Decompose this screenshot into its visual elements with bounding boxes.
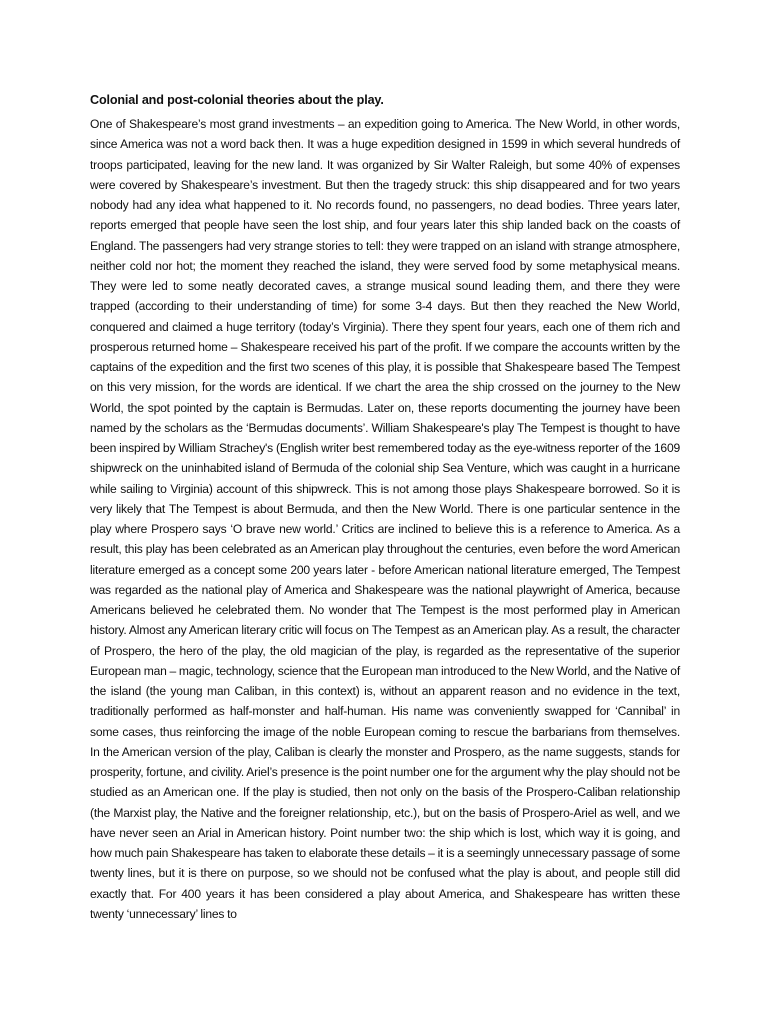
document-content	[90, 90, 680, 924]
document-body-paragraph: One of Shakespeare’s most grand investments – an expedition going to America. The New World, in other words, since America was not a word back then. It was a huge expedition designed in 1599 in which several hundreds of troops participated, leaving for the new land. It was organized by Sir Walter Raleigh, but some 40% of expenses were covered by Shakespeare’s investment. But then the tragedy struck: this ship disappeared and for two years nobody had any idea what happened to it. No records found, no passengers, no dead bodies. Three years later, reports emerged that people have seen the lost ship, and four years later this ship landed back on the coasts of England. The passengers had very strange stories to tell: they were trapped on an island with strange atmosphere, neither cold nor hot; the moment they reached the island, they were served food by some metaphysical means. They were led to some neatly decorated caves, a strange musical sound leading them, and there they were trapped (according to their understanding of time) for some 3-4 days. But then they reached the New World, conquered and claimed a huge territory (today’s Virginia). There they spent four years, each one of them rich and prosperous returned home – Shakespeare received his part of the profit. If we compare the accounts written by the captains of the expedition and the first two scenes of this play, it is possible that Shakespeare based The Tempest on this very mission, for the words are identical. If we chart the area the ship crossed on the journey to the New World, the spot pointed by the captain is Bermudas. Later on, these reports documenting the journey have been named by the scholars as the ‘Bermudas documents’. William Shakespeare's play The Tempest is thought to have been inspired by William Strachey's (English writer best remembered today as the eye-witness reporter of the 1609 shipwreck on the uninhabited island of Bermuda of the colonial ship Sea Venture, which was caught in a hurricane while sailing to Virginia) account of this shipwreck. This is not among those plays Shakespeare borrowed. So it is very likely that The Tempest is about Bermuda, and then the New World. There is one particular sentence in the play where Prospero says ‘O brave new world.’ Critics are inclined to believe this is a reference to America. As a result, this play has been celebrated as an American play throughout the centuries, even before the word American literature emerged as a concept some 200 years later - before American national literature emerged, The Tempest was regarded as the national play of America and Shakespeare was the national playwright of America, because Americans believed he celebrated them. No wonder that The Tempest is the most performed play in American history. Almost any American literary critic will focus on The Tempest as an American play. As a result, the character of Prospero, the hero of the play, the old magician of the play, is regarded as the representative of the superior European man – magic, technology, science that the European man introduced to the New World, and the Native of the island (the young man Caliban, in this context) is, without an apparent reason and no evidence in the text, traditionally performed as half-monster and half-human. His name was conveniently swapped for ‘Cannibal’ in some cases, thus reinforcing the image of the noble European coming to rescue the barbarians from themselves. In the American version of the play, Caliban is clearly the monster and Prospero, as the name suggests, stands for prosperity, fortune, and civility. Ariel’s presence is the point number one for the argument why the play should not be studied as an American one. If the play is studied, then not only on the basis of the Prospero-Caliban relationship (the Marxist play, the Native and the foreigner relationship, etc.), but on the basis of Prospero-Ariel as well, and we have never seen an Arial in American history. Point number two: the ship which is lost, which way it is going, and how much pain Shakespeare has taken to elaborate these details – it is a seemingly unnecessary passage of some twenty lines, but it is there on purpose, so we should not be confused what the play is about, and people still did exactly that. For 400 years it has been considered a play about America, and Shakespeare has written these twenty ‘unnecessary’ lines to	[90, 117, 680, 921]
document-heading: Colonial and post-colonial theories about the play.	[90, 93, 384, 107]
